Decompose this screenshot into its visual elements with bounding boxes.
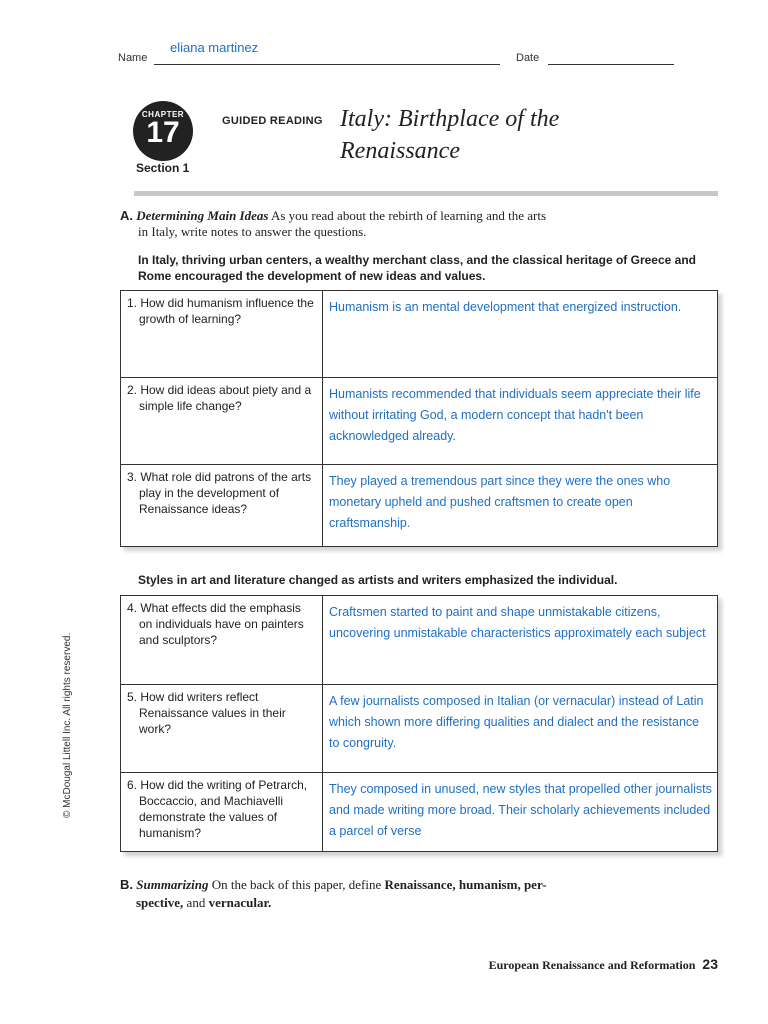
name-field[interactable] <box>154 64 500 65</box>
question-cell <box>121 685 323 773</box>
part-a-letter: A. <box>120 208 133 223</box>
date-field[interactable] <box>548 64 674 65</box>
part-b-continuation <box>120 894 720 912</box>
copyright-notice: © McDougal Littell Inc. All rights reserved. <box>62 632 73 818</box>
question-cell <box>121 465 323 547</box>
part-b-letter: B. <box>120 877 133 892</box>
answer-cell[interactable]: Humanism is an mental development that energized instruction. <box>323 291 718 378</box>
answer-cell[interactable]: A few journalists composed in Italian (or vernacular) instead of Latin which shown more differing qualities and dialect and the resistance to congruity. <box>323 685 718 773</box>
table-row <box>121 465 718 547</box>
page-number: 23 <box>702 956 718 972</box>
answer-cell[interactable]: Craftsmen started to paint and shape unmistakable citizens, uncovering unmistakable characteristics approximately each subject <box>323 596 718 685</box>
footer-text: European Renaissance and Reformation <box>488 958 696 972</box>
part-b-skill: Summarizing <box>136 877 209 892</box>
question-text: 3. What role did patrons of the arts play in the development of Renaissance ideas? <box>127 470 312 516</box>
page-footer <box>489 956 718 973</box>
part-b-term-2: spective, <box>136 895 184 910</box>
part-b-term-3: vernacular. <box>208 895 272 910</box>
table-row <box>121 596 718 685</box>
section-label: Section 1 <box>136 161 190 175</box>
chapter-number: 17 <box>146 116 180 149</box>
question-cell <box>121 378 323 465</box>
part-b-instructions <box>120 876 720 912</box>
question-cell <box>121 291 323 378</box>
intro-statement-2: Styles in art and literature changed as artists and writers emphasized the individual. <box>138 573 618 587</box>
part-a-text-1: As you read about the rebirth of learning and the arts <box>270 208 547 223</box>
part-a-instructions <box>120 208 720 240</box>
intro-statement-1: In Italy, thriving urban centers, a wealthy merchant class, and the classical heritage of Greece and Rome encouraged the development of new ideas and values. <box>138 253 696 283</box>
page-title: Italy: Birthplace of the Renaissance <box>340 106 560 164</box>
chapter-word: CHAPTER <box>141 110 185 119</box>
name-date-row <box>118 38 678 68</box>
part-a-skill: Determining Main Ideas <box>136 208 269 223</box>
part-b-and: and <box>186 895 206 910</box>
table-row <box>121 773 718 852</box>
date-label: Date <box>516 52 540 64</box>
divider <box>134 191 718 196</box>
question-table-1 <box>120 290 718 547</box>
question-text: 4. What effects did the emphasis on individuals have on painters and sculptors? <box>127 601 304 647</box>
part-b-text: On the back of this paper, define <box>211 877 382 892</box>
name-value: eliana martinez <box>170 40 259 55</box>
table-row <box>121 291 718 378</box>
part-a-text-2: in Italy, write notes to answer the questions. <box>138 224 367 239</box>
table-row <box>121 685 718 773</box>
guided-reading-label: GUIDED READING <box>222 115 323 127</box>
question-text: 6. How did the writing of Petrarch, Boccaccio, and Machiavelli demonstrate the values of humanism? <box>127 778 308 840</box>
answer-cell[interactable]: They played a tremendous part since they were the ones who monetary upheld and pushed craftsmen to create open craftsmanship. <box>323 465 718 547</box>
part-b-term-1: Renaissance, humanism, per- <box>384 877 547 892</box>
answer-cell[interactable]: They composed in unused, new styles that propelled other journalists and made writing more broad. Their scholarly achievements included a parcel of verse <box>323 773 718 852</box>
chapter-badge <box>133 101 193 161</box>
question-cell <box>121 596 323 685</box>
question-text: 5. How did writers reflect Renaissance values in their work? <box>127 690 286 736</box>
question-text: 2. How did ideas about piety and a simple life change? <box>127 383 312 413</box>
question-text: 1. How did humanism influence the growth of learning? <box>127 296 314 326</box>
question-cell <box>121 773 323 852</box>
table-row <box>121 378 718 465</box>
question-table-2 <box>120 595 718 852</box>
name-label: Name <box>118 52 148 64</box>
answer-cell[interactable]: Humanists recommended that individuals seem appreciate their life without irritating God, a modern concept that hadn't been acknowledged already. <box>323 378 718 465</box>
